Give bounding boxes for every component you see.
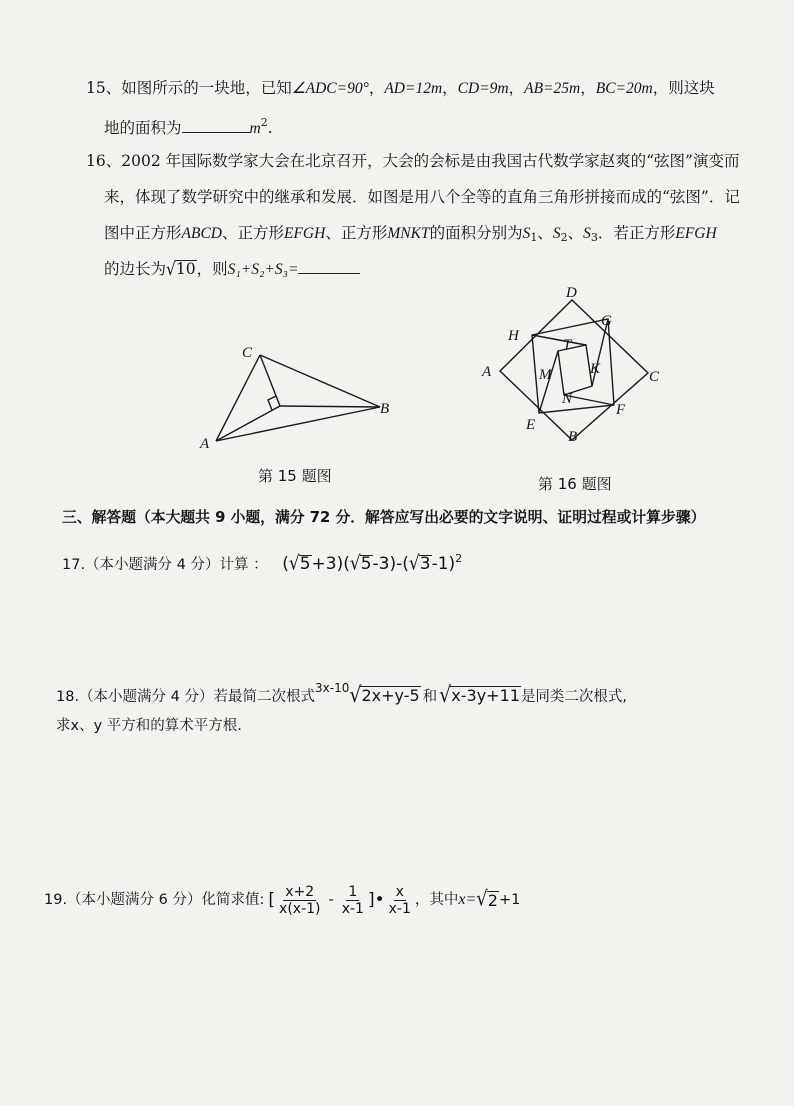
answer-blank[interactable] [182,118,250,133]
label-c: C [242,345,253,361]
section-3-heading: 三、解答题（本大题共 9 小题，满分 72 分．解答应写出必要的文字说明、证明过程或计算步骤） [62,509,706,526]
segment-ca [216,355,260,441]
label-n: N [562,391,573,407]
label-f: F [616,402,626,418]
q19-heading: 19.（本小题满分 6 分）化简求值: [44,892,265,908]
label-b: B [380,401,390,417]
q15-number: 15、 [86,79,122,97]
label-t: T [563,337,572,353]
figure-16-caption: 第 16 题图 [538,475,612,493]
square-abcd [500,300,648,440]
q17-line [62,548,462,576]
figure-16 [472,283,672,443]
label-b: B [568,429,578,443]
label-a: A [200,436,210,452]
label-c: C [649,369,660,385]
segment-ab [216,407,380,441]
q16-line2: 来，体现了数学研究中的继承和发展．如图是用八个全等的直角三角形拼接而成的“弦图”．记 [104,188,740,206]
fraction-3: $\frac{x}{x-1}$ [388,883,411,917]
q15-line2: 地的面积为 $m^2$. [104,116,273,137]
q18-line2: 求x、y 平方和的算术平方根. [56,718,242,734]
q18-line1: 18.（本小题满分 4 分）若最简二次根式$^{3x-10}$√2x+y-5 和 √x-3y+11是同类二次根式, [56,681,628,708]
label-a: A [482,364,492,380]
answer-blank[interactable] [298,259,360,274]
label-g: G [601,313,612,329]
label-e: E [526,417,536,433]
label-m: M [539,367,552,383]
q16-line1: 16、2002 年国际数学家大会在北京召开，大会的会标是由我国古代数学家赵爽的“弦图”演变而 [86,152,740,170]
label-k: K [590,361,601,377]
q16-number: 16、 [86,152,122,170]
figure-15-caption: 第 15 题图 [258,467,332,485]
q17-heading: 17.（本小题满分 4 分）计算 ： [62,557,268,573]
right-angle-mark [268,396,276,410]
figure-15 [190,335,410,465]
fraction-2: $\frac{1}{x-1}$ [341,883,364,917]
q16-line3: 图中正方形ABCD、正方形EFGH、正方形MNKT的面积分别为$S_1$、$S_2$、$S_3$．若正方形EFGH [104,224,717,244]
q19-line: 19.（本小题满分 6 分）化简求值: [ $\frac{x+2}{x(x-1)}$ - $\frac{1}{x-1}$ ]• $\frac{x}{x-1}$ ，其中 x= √ 2 +1 [44,883,521,917]
q17-expression: $(√5+3)(√5-3)-(√3-1)^2$ [282,552,463,576]
q15-line1: 15、如图所示的一块地，已知∠ADC=90°，AD=12m，CD=9m，AB=25m，BC=20m，则这块 [86,79,715,97]
fraction-1: $\frac{x+2}{x(x-1)}$ [279,883,321,917]
q18-heading: 18.（本小题满分 4 分）若最简二次根式 [56,689,316,705]
square-efgh [532,319,614,413]
label-h: H [508,328,519,344]
q16-line4: 的边长为√10，则S₁+S₂+S₃= [104,258,360,281]
segment-db [280,406,380,407]
label-d: D [566,285,577,301]
